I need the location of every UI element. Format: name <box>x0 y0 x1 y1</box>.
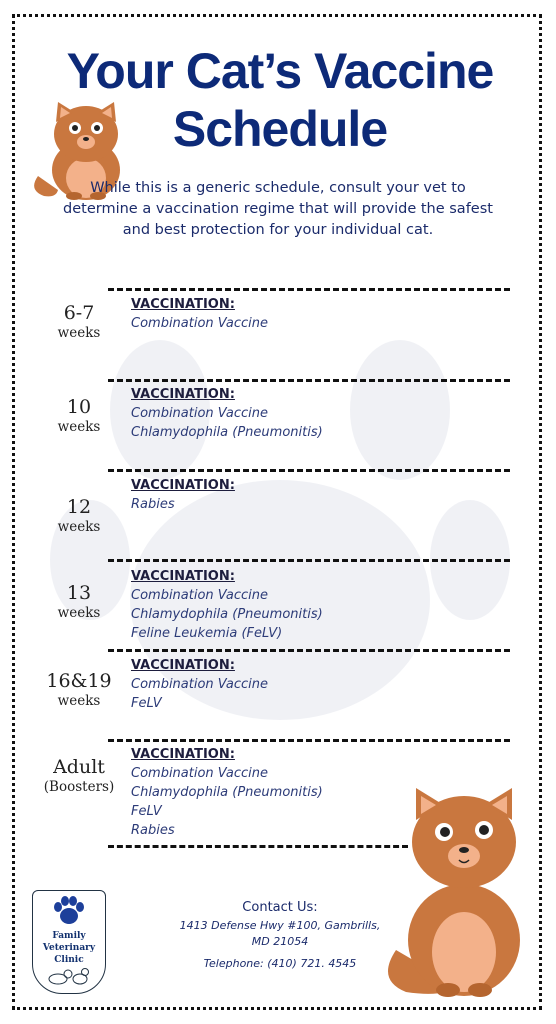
vaccine-item: Combination Vaccine <box>131 406 268 421</box>
age-unit: weeks <box>57 519 101 535</box>
logo-line: Clinic <box>54 955 84 965</box>
age-value: 6-7 <box>63 302 95 324</box>
section-divider <box>108 379 510 382</box>
paw-icon <box>52 895 86 925</box>
age-value: Adult <box>53 756 105 778</box>
age-unit: (Boosters) <box>43 779 115 795</box>
age-unit: weeks <box>57 605 101 621</box>
age-value: 13 <box>66 582 92 604</box>
section-divider <box>108 288 510 291</box>
age-unit: weeks <box>57 693 101 709</box>
age-value: 10 <box>66 396 92 418</box>
vaccine-item: Feline Leukemia (FeLV) <box>131 626 283 641</box>
section-divider <box>108 559 510 562</box>
intro-text: While this is a generic schedule, consult your vet to determine a vaccination regime that will provide the safest and best protection for your individual cat. <box>63 180 493 238</box>
clinic-logo <box>32 890 106 994</box>
vaccination-block <box>131 568 391 643</box>
pets-icon <box>44 965 94 985</box>
telephone: Telephone: (410) 721. 4545 <box>203 957 357 970</box>
age-label <box>38 756 120 796</box>
contact-heading: Contact Us: <box>242 900 318 915</box>
section-divider <box>108 649 510 652</box>
logo-line: Family <box>52 931 86 941</box>
vaccine-item: FeLV <box>131 804 162 819</box>
vaccination-block <box>131 386 391 442</box>
vaccine-item: Combination Vaccine <box>131 677 268 692</box>
vaccination-block <box>131 746 391 840</box>
age-unit: weeks <box>57 325 101 341</box>
contact-block <box>170 898 390 972</box>
vaccination-block <box>131 477 391 514</box>
vaccine-item: Chlamydophila (Pneumonitis) <box>131 785 323 800</box>
vaccination-heading: VACCINATION: <box>131 747 235 762</box>
vaccine-item: Combination Vaccine <box>131 316 268 331</box>
vaccination-heading: VACCINATION: <box>131 658 235 673</box>
address-line: 1413 Defense Hwy #100, Gambrills, <box>179 919 381 932</box>
section-divider <box>108 469 510 472</box>
vaccination-heading: VACCINATION: <box>131 297 235 312</box>
age-label <box>38 496 120 536</box>
cat-illustration-large <box>376 780 526 1000</box>
vaccine-item: Chlamydophila (Pneumonitis) <box>131 425 323 440</box>
section-divider <box>108 845 408 848</box>
age-label <box>38 582 120 622</box>
page-title: Your Cat’s Vaccine Schedule <box>66 43 494 157</box>
age-label <box>38 302 120 342</box>
vaccine-item: FeLV <box>131 696 162 711</box>
logo-line: Veterinary <box>42 943 96 953</box>
vaccine-item: Combination Vaccine <box>131 588 268 603</box>
vaccination-heading: VACCINATION: <box>131 569 235 584</box>
vaccine-item: Combination Vaccine <box>131 766 268 781</box>
vaccine-item: Rabies <box>131 823 175 838</box>
age-label <box>38 670 120 710</box>
age-value: 12 <box>66 496 92 518</box>
vaccination-block <box>131 296 391 333</box>
section-divider <box>108 739 510 742</box>
age-unit: weeks <box>57 419 101 435</box>
vaccine-item: Chlamydophila (Pneumonitis) <box>131 607 323 622</box>
age-label <box>38 396 120 436</box>
vaccination-block <box>131 657 391 713</box>
address-line: MD 21054 <box>251 935 309 948</box>
vaccination-heading: VACCINATION: <box>131 478 235 493</box>
vaccine-item: Rabies <box>131 497 175 512</box>
vaccination-heading: VACCINATION: <box>131 387 235 402</box>
age-value: 16&19 <box>46 670 112 692</box>
